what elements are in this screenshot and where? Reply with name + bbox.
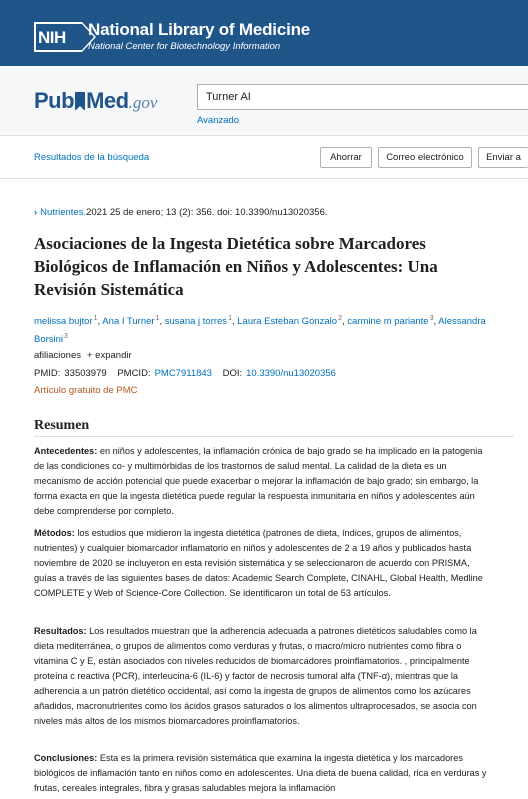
abstract-section-label: Conclusiones: bbox=[34, 753, 98, 763]
expand-affiliations-button[interactable]: + expandir bbox=[87, 350, 132, 361]
save-button[interactable]: Ahorrar bbox=[320, 147, 372, 168]
author-link[interactable]: Laura Esteban Gonzalo bbox=[237, 316, 338, 328]
pubmed-header bbox=[0, 66, 528, 136]
action-bar bbox=[0, 136, 528, 179]
abstract-section-label: Métodos: bbox=[34, 528, 75, 538]
pubmed-logo-pub: Pub bbox=[34, 88, 75, 113]
author-affiliation-number[interactable]: 3 bbox=[64, 333, 68, 341]
pmcid-link[interactable]: PMC7911843 bbox=[154, 368, 212, 379]
pmcid-label: PMCID: bbox=[117, 368, 151, 379]
author-link[interactable]: susana j torres bbox=[164, 316, 228, 328]
abstract-section-label: Resultados: bbox=[34, 626, 87, 636]
nlm-title[interactable]: National Library of Medicine bbox=[88, 20, 311, 39]
author-affiliation-number[interactable]: 3 bbox=[429, 315, 434, 322]
author-affiliation-number[interactable]: 1 bbox=[93, 315, 98, 322]
abstract-section-conclusions bbox=[34, 751, 492, 796]
pubmed-logo-gov: .gov bbox=[128, 93, 158, 112]
affiliations-toggle[interactable] bbox=[34, 350, 132, 361]
author-link[interactable]: melissa bujtor bbox=[34, 316, 93, 328]
abstract-section-text: Los resultados muestran que la adherencia adecuada a patrones dietéticos saludables como la dieta mediterránea, o grupos de alimentos como verduras y frutas, o macro/micro nutrientes como fibra o vitamina C y E, están asociados con niveles reducidos de biomarcadores proinflamatorios. , principalmente proteína c reactiva (PCR), interleucina-6 (IL-6) y factor de necrosis tumoral alfa (TNF-α), mientras que la adherencia a un patrón dietético occidental, así como la ingesta de grupos de alimentos como los azúcares añadidos, macronutrientes como los ácidos grasos saturados o los alimentos ultraprocesados, se asocia con niveles más altos de los mismos biomarcadores proinflamatorios. bbox=[34, 626, 477, 726]
author-affiliation-number[interactable]: 1 bbox=[228, 315, 232, 322]
author-affiliation-number[interactable]: 2 bbox=[338, 315, 342, 322]
pubmed-logo-med: Med bbox=[86, 88, 129, 113]
abstract-section-text: los estudios que midieron la ingesta dietética (patrones de dieta, índices, grupos de alimentos, nutrientes) y cualquier biomarcador inflamatorio en niños y adolescentes de 2 a 19 años y publicados hasta noviembre de 2020 se incluyeron en esta revisión sistemática y se seleccionaron de acuerdo con PRISMA, guías a través de las siguientes bases de datos: Academic Search Complete, CINAHL, Global Health, Medline COMPLETE y Web of Science-Core Collection. Se identificaron un total de 53 artículos. bbox=[34, 528, 483, 598]
bookmark-icon bbox=[75, 92, 85, 110]
author-link[interactable]: carmine m pariante bbox=[347, 316, 429, 328]
pubmed-logo[interactable] bbox=[34, 88, 157, 114]
abstract-heading: Resumen bbox=[34, 418, 90, 433]
author-affiliation-number[interactable]: 1 bbox=[155, 315, 160, 322]
search-input[interactable]: Turner AI bbox=[197, 84, 528, 110]
nlm-subtitle: National Center for Biotechnology Information bbox=[88, 41, 281, 52]
abstract-section-methods bbox=[34, 526, 492, 601]
nih-logo-text: NIH bbox=[38, 28, 66, 47]
article-identifiers bbox=[34, 368, 336, 379]
pmid-label: PMID: bbox=[34, 368, 61, 379]
journal-citation bbox=[34, 207, 328, 218]
journal-name-link[interactable]: Nutrientes. bbox=[40, 207, 87, 218]
search-results-link[interactable]: Resultados de la búsqueda bbox=[34, 152, 150, 163]
send-to-button[interactable]: Enviar a bbox=[478, 147, 528, 168]
abstract-section-text: en niños y adolescentes, la inflamación crónica de bajo grado se ha implicado en la patogenia de las condiciones co- y multimórbidas de los trastornos de salud mental. La calidad de la dieta es un mecanismo de acción potencial que puede exacerbar o mejorar la inflamación de bajo grado; sin embargo, la forma exacta en que la ingesta dietética puede regular la respuesta inmunitaria en niños y adolescentes aún debe comprenderse por completo. bbox=[34, 446, 483, 516]
chevron-right-icon[interactable]: › bbox=[34, 207, 38, 218]
abstract-section-results bbox=[34, 624, 492, 729]
nih-logo[interactable] bbox=[34, 22, 82, 52]
abstract-section-background bbox=[34, 444, 492, 519]
doi-link[interactable]: 10.3390/nu13020356 bbox=[246, 368, 336, 379]
nlm-banner bbox=[0, 0, 528, 66]
author-link[interactable]: Ana I Turner bbox=[102, 316, 155, 328]
free-pmc-article-badge[interactable]: Artículo gratuito de PMC bbox=[34, 385, 138, 396]
affiliations-label: afiliaciones bbox=[34, 350, 81, 361]
doi-label: DOI: bbox=[222, 368, 243, 379]
article-title: Asociaciones de la Ingesta Dietética sobre Marcadores Biológicos de Inflamación en Niños y Adolescentes: Una Revisión Sistemática bbox=[34, 234, 438, 299]
authors-list: melissa bujtor$^1$, Ana I Turner$^1$, susana j torres$^1$, Laura Esteban Gonzalo$^2$, carmine m pariante$^3$, Alessandra Borsini$^3$ bbox=[34, 315, 486, 346]
email-button[interactable]: Correo electrónico bbox=[378, 147, 472, 168]
abstract-section-label: Antecedentes: bbox=[34, 446, 98, 456]
abstract-section-text: Esta es la primera revisión sistemática que examina la ingesta dietética y los marcadores biológicos de inflamación tanto en niños como en adolescentes. Una dieta de buena calidad, rica en verduras y frutas, cereales integrales, fibra y grasas saludables mejora la inflamación bbox=[34, 753, 487, 793]
advanced-search-link[interactable]: Avanzado bbox=[197, 115, 240, 126]
citation-text: 2021 25 de enero; 13 (2): 356. doi: 10.3390/nu13020356. bbox=[86, 207, 328, 218]
pmid-value: 33503979 bbox=[64, 368, 107, 379]
author-link[interactable]: Alessandra Borsini bbox=[34, 316, 486, 346]
abstract-divider bbox=[34, 436, 514, 437]
